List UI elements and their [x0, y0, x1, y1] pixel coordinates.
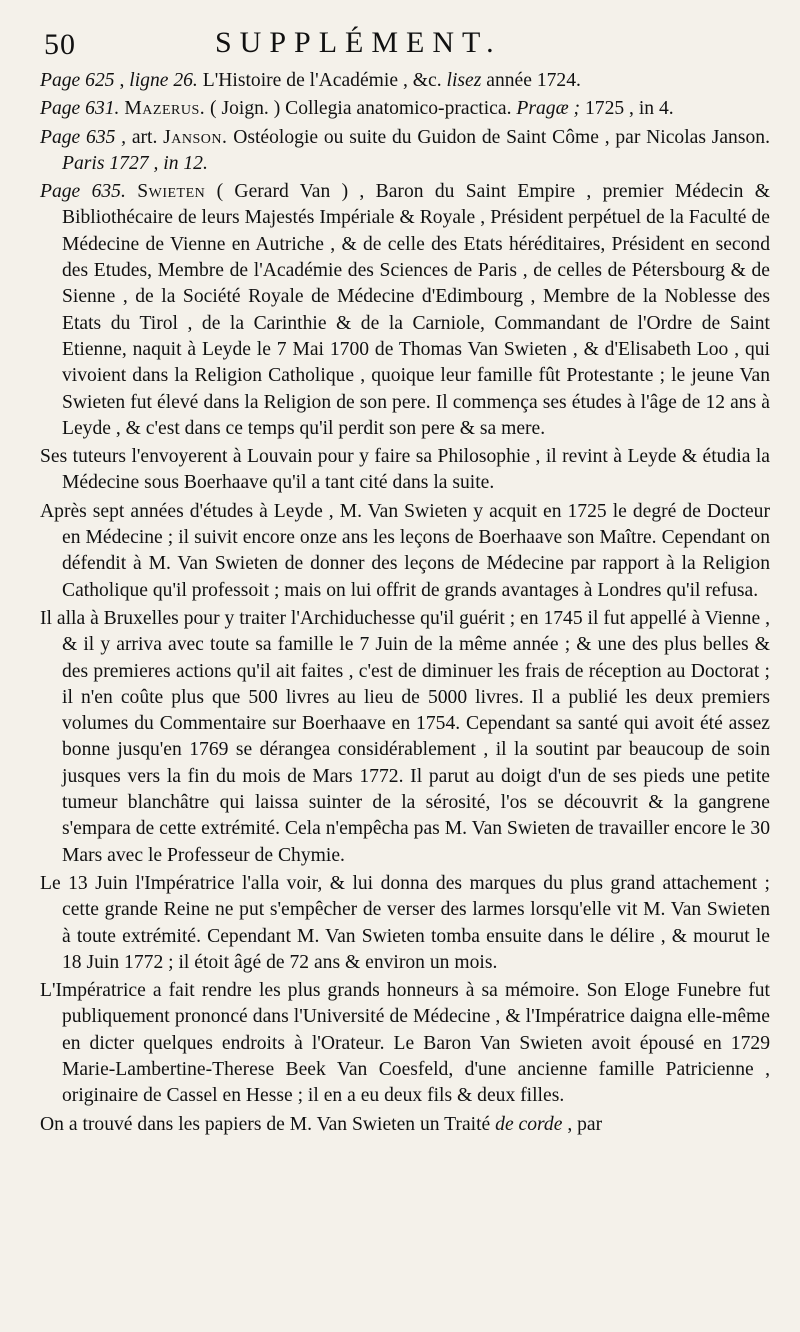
entry-name: Mazerus. — [124, 98, 206, 120]
entry-text: L'Histoire de l'Académie , &c. — [202, 70, 442, 91]
entry-page-635-janson — [40, 125, 770, 178]
entry-ref: Page 631. — [40, 98, 120, 120]
entry-text: ( Gerard Van ) , Baron du Saint Empire , premier Médecin & Bibliothécaire de leurs Majestés Impériale & Royale , Président perpétuel de la Faculté de Médecine de Vienne en Autriche , & de celle des Etats héréditaires, Président en second des Etudes, Membre de l'Académie des Sciences de Paris , de celles de Pétersbourg & de Sienne , de la Société Royale de Médecine d'Edimbourg , Membre de la Noblesse des Etats du Tirol , de la Carinthie & de la Carniole, Commandant de l'Ordre de Saint Etienne, naquit à Leyde le 7 Mai 1700 de Thomas Van Swieten , & d'Elisabeth Loo , qui vivoient dans la Religion Catholique , quoique leur famille fût Protestante ; le jeune Van Swieten fut élevé dans la Religion de son pere. Il commença ses études à l'âge de 12 ans à Leyde , & c'est dans ce temps qu'il perdit son pere & sa mere. — [62, 181, 770, 439]
entry-name: Janson. — [163, 126, 228, 148]
running-title: SUPPLÉMENT. — [215, 26, 502, 59]
body-paragraph: Il alla à Bruxelles pour y traiter l'Archiduchesse qu'il guérit ; en 1745 il fut appellé à Vienne , & il y arriva avec toute sa famille le 7 Juin de la même année ; & une des plus belles & des premieres actions qu'il ait faites , c'est de diminuer les frais de réception au Doctorat ; il n'en coûte plus que 500 livres au lieu de 5000 livres. Il a publié les deux premiers volumes du Commentaire sur Boerhaave en 1754. Cependant sa santé qui avoit été assez bonne jusqu'en 1769 se dérangea considérablement , il la soutint par beaucoup de soin jusques vers la fin du mois de Mars 1772. Il parut au doigt d'un de ses pieds une petite tumeur blanchâtre qui laissa suinter de la sérosité, l'os se découvrit & la gangrene s'empara de cette extrémité. Cela n'empêcha pas M. Van Swieten de travailler encore le 30 Mars avec le Professeur de Chymie. — [40, 607, 770, 866]
entry-year-format: 1725 , in 4. — [584, 98, 674, 120]
entry-name: Swieten — [137, 181, 206, 203]
entry-prefix: art. — [131, 126, 158, 148]
last-line-tail: , par — [567, 1113, 603, 1135]
page-header — [40, 22, 770, 64]
last-line-text: On a trouvé dans les papiers de M. Van Swieten un Traité — [40, 1113, 491, 1135]
entry-place: Paris 1727 , — [62, 152, 159, 174]
entry-format: in 12. — [163, 152, 208, 174]
supplement-entries — [40, 68, 770, 1138]
body-paragraph: Après sept années d'études à Leyde , M. Van Swieten y acquit en 1725 le degré de Docteur en Médecine ; il suivit encore onze ans les leçons de Boerhaave son Maître. Cependant on défendit à M. Van Swieten de donner des leçons de Médecine par rapport à la Religion Catholique qu'il professoit ; mais on lui offrit de grands avantages à Londres qu'il refusa. — [40, 500, 770, 601]
entry-correction: année 1724. — [486, 70, 581, 91]
entry-ref: Page 635 , — [40, 126, 127, 148]
body-paragraph: Le 13 Juin l'Impératrice l'alla voir, & lui donna des marques du plus grand attachement ; cette grande Reine ne put s'empêcher de verser des larmes lorsqu'elle vit M. Van Swieten à toute extrémité. Cependant M. Van Swieten tomba ensuite dans le délire , & mourut le 18 Juin 1772 ; il étoit âgé de 72 ans & environ un mois. — [40, 872, 770, 973]
entry-ref: Page 635. — [40, 181, 126, 203]
entry-ref: Page 625 — [40, 70, 115, 91]
body-paragraph: Ses tuteurs l'envoyerent à Louvain pour y faire sa Philosophie , il revint à Leyde & étudia la Médecine sous Boerhaave qu'il a tant cité dans la suite. — [40, 446, 770, 494]
entry-page-635-swieten — [40, 179, 770, 442]
page-number: 50 — [44, 28, 76, 61]
entry-page-631 — [40, 96, 770, 122]
entry-text: ( Joign. ) Collegia anatomico-practica. — [210, 98, 512, 120]
last-line-italic: de corde — [495, 1113, 563, 1135]
entry-page-625: Page 625 , ligne 26. L'Histoire de l'Académie , &c. lisez année 1724. — [40, 70, 581, 91]
entry-line: ligne 26. — [129, 70, 198, 91]
body-paragraph: L'Impératrice a fait rendre les plus grands honneurs à sa mémoire. Son Eloge Funebre fut publiquement prononcé dans l'Université de Médecine , & l'Impératrice daigna elle-même en dicter quelques endroits à l'Orateur. Le Baron Van Swieten avoit épousé en 1729 Marie-Lambertine-Therese Beek Van Coesfeld, d'une ancienne famille Patricienne , originaire de Cassel en Hesse ; il en a eu deux fils & deux filles. — [40, 980, 770, 1107]
entry-correction-label: lisez — [446, 70, 482, 91]
entry-text: Ostéologie ou suite du Guidon de Saint Côme , par Nicolas Janson. — [233, 126, 770, 148]
entry-place: Pragæ ; — [516, 98, 581, 120]
last-line — [40, 1112, 770, 1138]
book-page — [40, 22, 770, 1312]
